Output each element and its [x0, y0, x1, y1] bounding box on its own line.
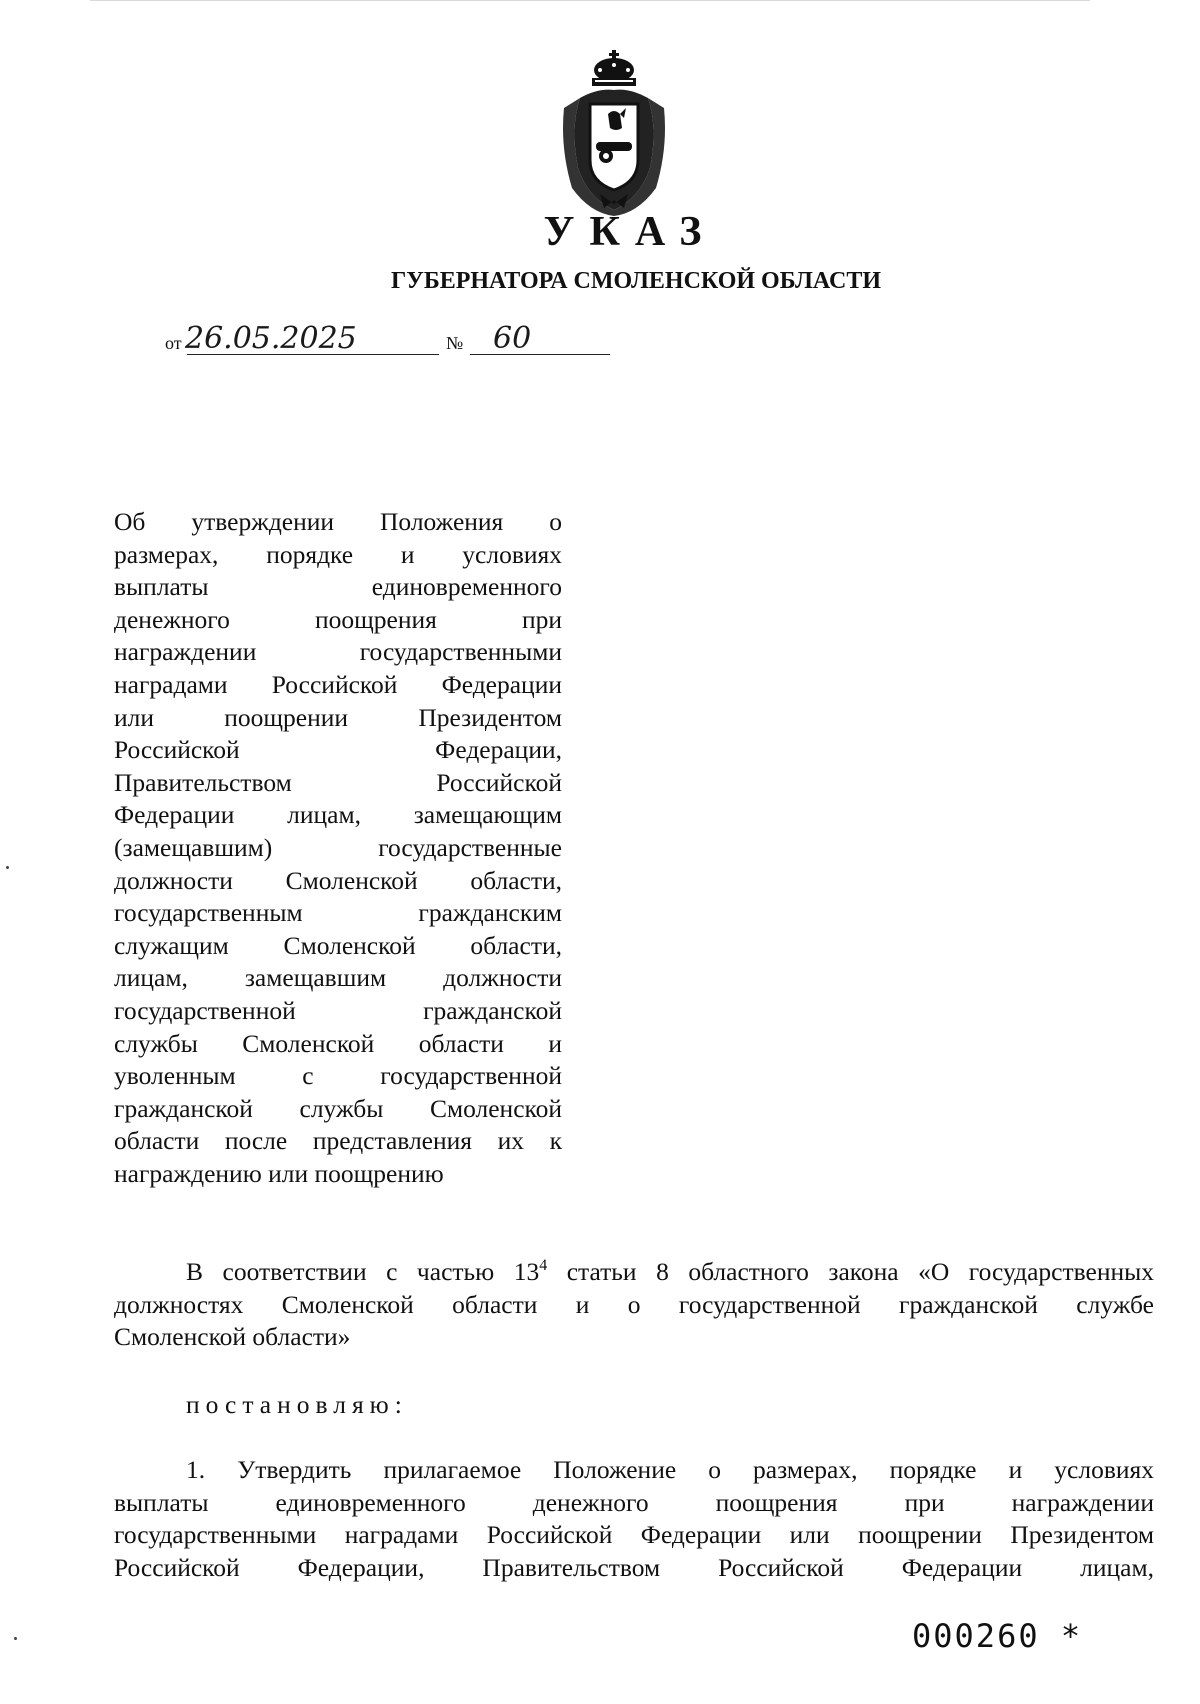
item-1-paragraph	[114, 1454, 1154, 1584]
subject-line: (замещавшим) государственные	[114, 832, 562, 862]
coat-of-arms-emblem	[560, 48, 690, 218]
preamble-line: должностях Смоленской области и о государственной гражданской службе	[114, 1289, 1154, 1319]
scan-speck	[14, 1637, 17, 1640]
preamble-line	[114, 1256, 1154, 1289]
subject-line: награждению или поощрению	[114, 1158, 444, 1188]
number-label: №	[446, 333, 464, 353]
subject-line: Об утверждении Положения о	[114, 507, 562, 536]
preamble-text-b: статьи 8 областного закона «О государственных	[547, 1257, 1154, 1286]
issuer-title: ГУБЕРНАТОРА СМОЛЕНСКОЙ ОБЛАСТИ	[390, 268, 882, 294]
subject-line: государственной гражданской	[114, 995, 562, 1025]
item-line: Российской Федерации, Правительством Российской Федерации лицам,	[114, 1552, 1154, 1582]
handwritten-number: 60	[493, 321, 532, 356]
date-prefix-label: от	[165, 333, 182, 353]
preamble-line: Смоленской области»	[114, 1322, 351, 1352]
subject-line: наградами Российской Федерации	[114, 669, 562, 699]
subject-line: награждении государственными	[114, 637, 562, 667]
subject-line: Российской Федерации,	[114, 735, 562, 765]
subject-line: службы Смоленской области и	[114, 1028, 562, 1058]
preamble-paragraph	[114, 1256, 1154, 1354]
scan-speck	[6, 866, 9, 869]
item-line: выплаты единовременного денежного поощрения при награждении	[114, 1487, 1154, 1517]
item-line: 1. Утвердить прилагаемое Положение о размерах, порядке и условиях	[186, 1455, 1154, 1484]
document-serial-number: 000260 *	[912, 1617, 1083, 1655]
scan-edge	[90, 0, 1090, 1]
subject-line: или поощрении Президентом	[114, 702, 562, 732]
handwritten-date: 26.05.2025	[185, 321, 357, 356]
subject-line: денежного поощрения при	[114, 604, 562, 634]
document-type-title: УКАЗ	[543, 209, 717, 255]
subject-line: служащим Смоленской области,	[114, 930, 562, 960]
superscript: 4	[539, 1257, 548, 1274]
item-line: государственными наградами Российской Федерации или поощрении Президентом	[114, 1520, 1154, 1550]
number-field	[470, 318, 610, 355]
subject-line: государственным гражданским	[114, 898, 562, 928]
subject-line: должности Смоленской области,	[114, 865, 562, 895]
subject-line: лицам, замещавшим должности	[114, 963, 562, 993]
subject-line: гражданской службы Смоленской	[114, 1093, 562, 1123]
document-subject	[114, 506, 562, 1190]
subject-line: размерах, порядке и условиях	[114, 539, 562, 569]
preamble-text-a: В соответствии с частью 13	[186, 1257, 540, 1286]
decree-word: постановляю:	[186, 1390, 408, 1419]
subject-line: выплаты единовременного	[114, 572, 562, 602]
subject-line: уволенным с государственной	[114, 1061, 562, 1091]
subject-line: области после представления их к	[114, 1126, 562, 1156]
subject-line: Правительством Российской	[114, 767, 562, 797]
subject-line: Федерации лицам, замещающим	[114, 800, 562, 830]
